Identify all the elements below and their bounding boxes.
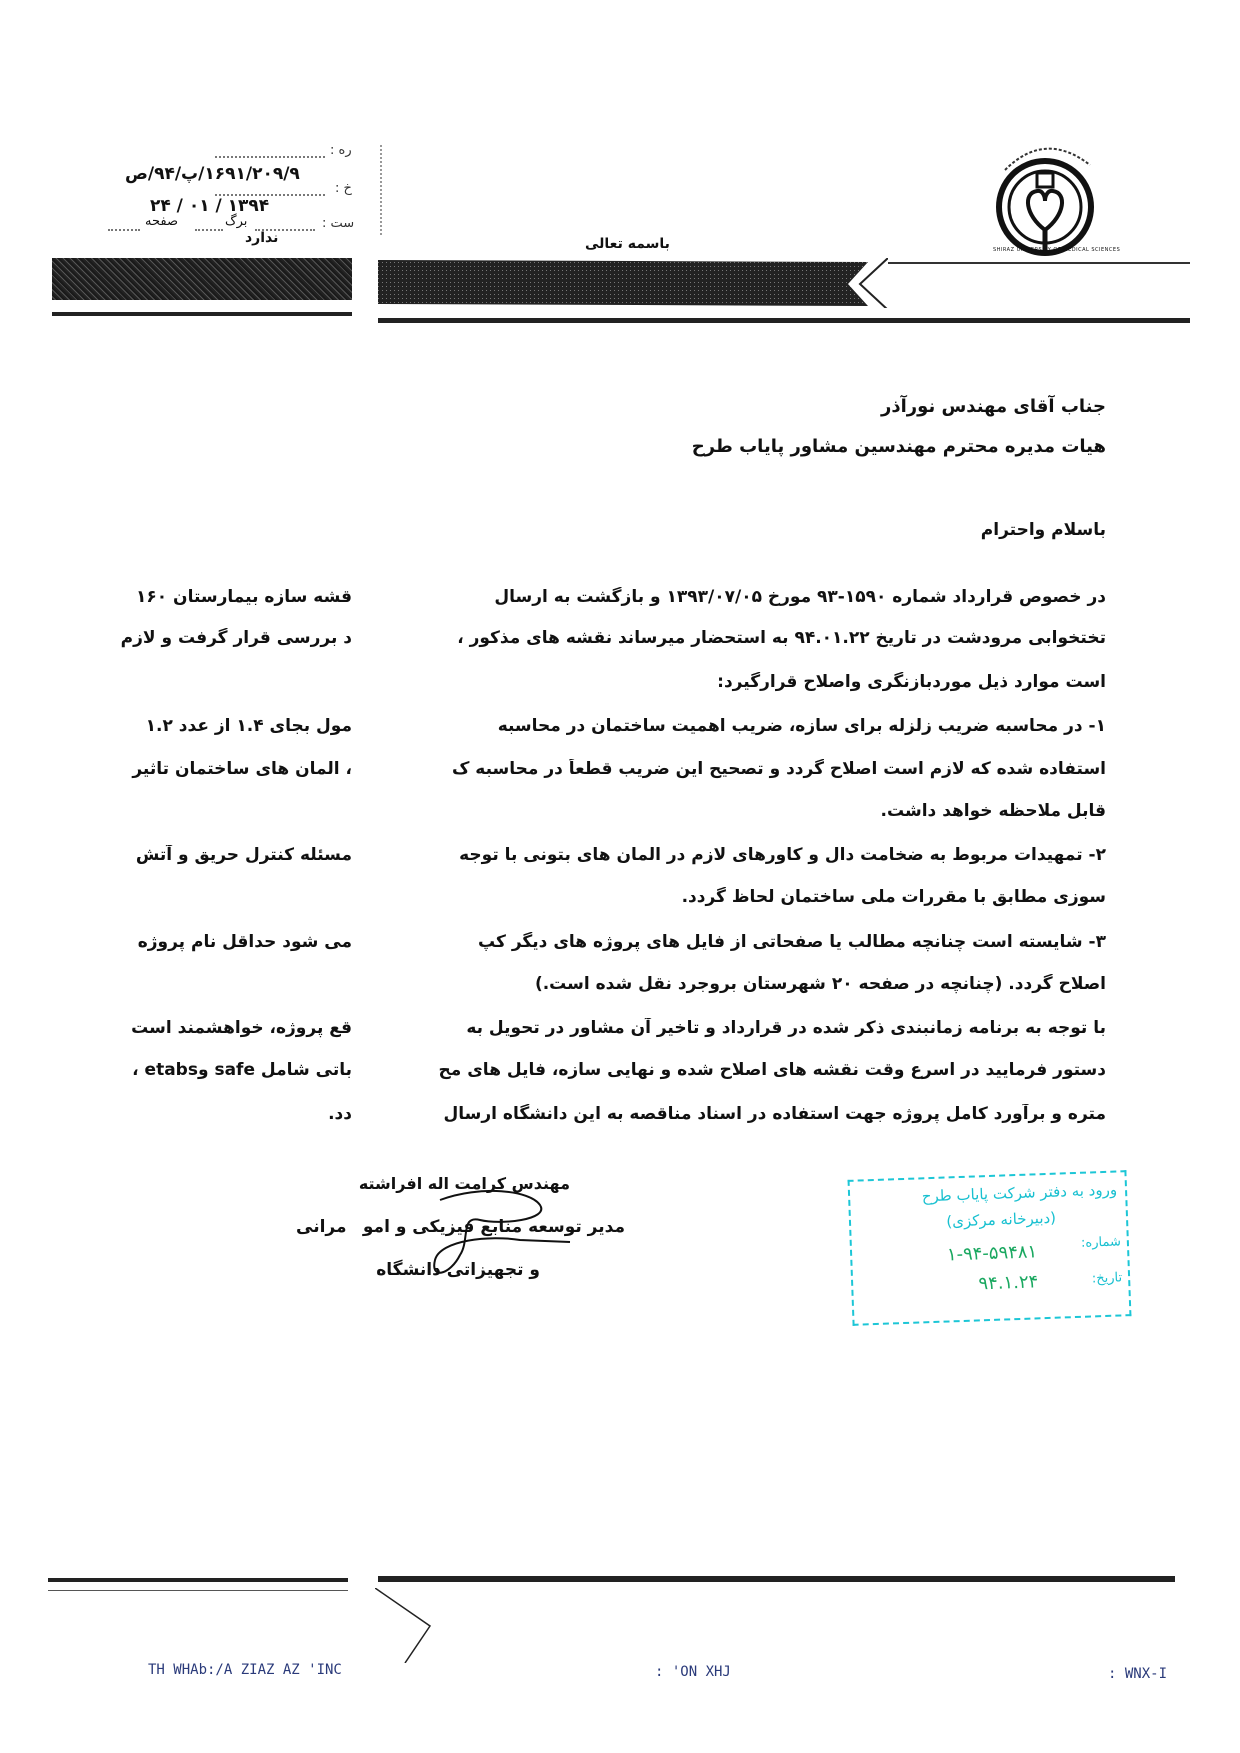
header-band-left [52, 258, 352, 300]
header-rule-right [378, 318, 1190, 323]
body-line: با توجه به برنامه زمانبندی ذکر شده در قرارداد و تاخیر آن مشاور در تحویل به [466, 1018, 1106, 1038]
attachment-label: ست : [322, 216, 355, 231]
received-stamp [848, 1170, 1132, 1326]
dotted-line [108, 229, 140, 231]
body-line: متره و برآورد کامل پروژه جهت استفاده در اسناد مناقصه به این دانشگاه ارسال [443, 1104, 1106, 1124]
stamp-date-value: ۹۴.۱.۲۴ [978, 1271, 1039, 1295]
body-line-side: مسئله کنترل حریق و آتش [135, 845, 352, 865]
body-line: قابل ملاحظه خواهد داشت. [880, 801, 1106, 821]
header-band-right [378, 258, 888, 308]
handwritten-signature [420, 1180, 590, 1290]
stamp-number-label: شماره: [1080, 1234, 1122, 1251]
header-thin-line [888, 262, 1190, 264]
body-line: ۱- در محاسبه ضریب زلزله برای سازه، ضریب اهمیت ساختمان در محاسبه [497, 716, 1106, 736]
body-line: ۳- شایسته است چنانچه مطالب یا صفحاتی از فایل های پروژه های دیگر کپ [478, 932, 1106, 952]
body-line-side: مول بجای ۱.۴ از عدد ۱.۲ [145, 716, 352, 736]
body-line-side: قع پروژه، خواهشمند است [131, 1018, 352, 1038]
body-line: در خصوص قرارداد شماره ۱۵۹۰-۹۳ مورخ ۱۳۹۳/۰۷/۰۵ و بازگشت به ارسال [494, 587, 1106, 607]
body-line-side: باتی شامل safe وetabs ، [132, 1060, 352, 1080]
greeting: باسلام واحترام [980, 520, 1106, 540]
dotted-line [215, 156, 325, 158]
logo-caption: SHIRAZ UNIVERSITY OF MEDICAL SCIENCES [993, 247, 1121, 253]
date-label: خ : [335, 181, 352, 196]
footer-rule-left [48, 1578, 348, 1582]
signatory-title-line2: و تجهیزاتی دانشگاه [376, 1260, 540, 1280]
body-line-side: د بررسی قرار گرفت و لازم [120, 628, 352, 648]
fax-header-middle: : 'ON XHJ [655, 1664, 731, 1680]
body-line-side: قشه سازه بیمارستان ۱۶۰ [136, 587, 352, 607]
stamp-title: ورود به دفتر شرکت پایاب طرح [921, 1180, 1118, 1206]
separator [380, 145, 384, 235]
signatory-name: مهندس کرامت اله افراشته [358, 1174, 570, 1193]
fax-header-right: : WNX-I [1108, 1666, 1168, 1682]
dotted-line [195, 229, 223, 231]
footer-thin-line [48, 1590, 348, 1591]
body-line: تختخوابی مرودشت در تاریخ ۹۴.۰۱.۲۲ به استحضار میرساند نقشه های مذکور ، [457, 628, 1106, 648]
sheet-label: برگ [225, 214, 248, 229]
body-line: سوزی مطابق با مقررات ملی ساختمان لحاظ گردد. [681, 887, 1106, 907]
number-label: ره : [330, 143, 352, 158]
body-line: است موارد ذیل موردبازنگری واصلاح قرارگیرد: [717, 672, 1106, 692]
page-label: صفحه [145, 214, 178, 229]
letter-number: ۱۶۹۱/۲۰۹/۹/پ/۹۴/ص [125, 164, 300, 184]
letter-date: ۱۳۹۴ / ۰۱ / ۲۴ [150, 196, 270, 216]
stamp-date-label: تاریخ: [1091, 1270, 1123, 1287]
stamp-subtitle: (دبیرخانه مرکزی) [946, 1208, 1057, 1231]
footer-arrow [375, 1588, 435, 1663]
body-line: استفاده شده که لازم است اصلاح گردد و تصحیح این ضریب قطعاً در محاسبه ک [451, 759, 1106, 779]
body-line: دستور فرمایید در اسرع وقت نقشه های اصلاح شده و نهایی سازه، فایل های مح [438, 1060, 1106, 1080]
fax-header-left: TH WHAb:/A ZIAZ AZ 'INC [148, 1662, 342, 1678]
header-rule-left [52, 312, 352, 316]
header-arrow-band [378, 258, 888, 308]
university-logo [975, 135, 1125, 265]
body-line: اصلاح گردد. (چنانچه در صفحه ۲۰ شهرستان بروجرد نقل شده است.) [534, 974, 1106, 994]
logo-emblem-icon [975, 135, 1125, 265]
attachment-value: ندارد [245, 230, 279, 246]
recipient-name: جناب آقای مهندس نورآذر [881, 396, 1106, 417]
body-line-side: دد. [328, 1104, 352, 1124]
signatory-title: مدیر توسعه منابع فیزیکی و امو [362, 1217, 625, 1237]
body-line-side: ، المان های ساختمان تاثیر [132, 759, 352, 779]
recipient-organization: هیات مدیره محترم مهندسین مشاور پایاب طرح [691, 436, 1106, 457]
stamp-number-value: ۱-۹۴-۵۹۴۸۱ [946, 1241, 1038, 1266]
body-line: ۲- تمهیدات مربوط به ضخامت دال و کاورهای لازم در المان های بتونی با توجه [459, 845, 1106, 865]
signatory-title-side: مرانی [296, 1217, 347, 1237]
footer-rule-right [378, 1576, 1175, 1582]
body-line-side: می شود حداقل نام پروژه [137, 932, 352, 952]
invocation: باسمه تعالی [585, 236, 670, 252]
